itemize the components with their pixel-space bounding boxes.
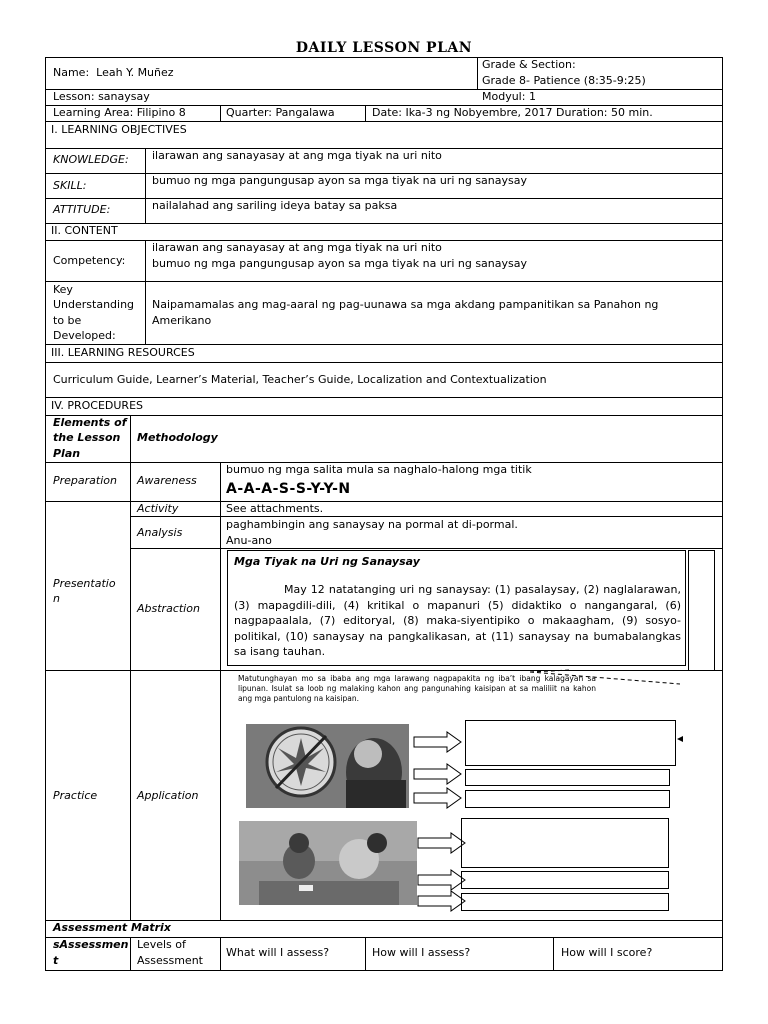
attitude-value: nailalahad ang sariling ideya batay sa paksa — [152, 199, 398, 212]
modyul-text: Modyul: 1 — [482, 90, 536, 103]
abstraction-label: Abstraction — [137, 602, 200, 615]
name-label-text: Name: — [53, 66, 90, 79]
analysis-line-2: Anu-ano — [226, 534, 272, 547]
attitude-label: ATTITUDE: — [53, 203, 111, 216]
presentation-label-1: Presentatio — [53, 577, 116, 590]
grade-value: Grade 8- Patience (8:35-9:25) — [482, 74, 646, 87]
abstraction-title: Mga Tiyak na Uri ng Sanaysay — [234, 555, 420, 568]
knowledge-label: KNOWLEDGE: — [53, 153, 129, 166]
poverty-photo-icon — [239, 821, 417, 905]
supporting-idea-box-2b — [461, 893, 669, 911]
photo-poor-children — [239, 821, 417, 905]
learning-area-text: Learning Area: Filipino 8 — [53, 106, 186, 119]
arrow-right-icon — [417, 869, 467, 891]
presentation-label-2: n — [53, 592, 60, 605]
teacher-name: Leah Y. Muñez — [96, 66, 174, 79]
assessment-col3: What will I assess? — [226, 946, 330, 959]
elements-label-3: Plan — [53, 447, 81, 460]
scrambled-word: A-A-A-S-S-Y-Y-N — [226, 481, 351, 497]
name-label — [53, 66, 174, 80]
skill-value: bumuo ng mga pangungusap ayon sa mga tiyak na uri ng sanaysay — [152, 174, 527, 187]
awareness-label: Awareness — [137, 474, 197, 487]
assessment-col1-line1: sAssessmen — [53, 938, 129, 951]
key-understanding-value-1: Naipamamalas ang mag-aaral ng pag-uunawa sa mga akdang pampanitikan sa Panahon ng — [152, 298, 659, 311]
key-understanding-label-2: Understanding — [53, 298, 135, 311]
procedures-heading-row — [45, 397, 723, 416]
key-understanding-label-1: Key — [53, 283, 73, 296]
content-heading-row — [45, 223, 723, 241]
methodology-label: Methodology — [137, 431, 218, 444]
competency-line-1: ilarawan ang sanayasay at ang mga tiyak na uri nito — [152, 241, 442, 254]
key-understanding-label-3: to be — [53, 314, 82, 327]
main-idea-box-2 — [461, 818, 669, 868]
document-title: DAILY LESSON PLAN — [295, 40, 473, 56]
assessment-heading: Assessment Matrix — [53, 921, 171, 934]
grade-label: Grade & Section: — [482, 58, 576, 71]
abstraction-body — [234, 582, 681, 660]
knowledge-value: ilarawan ang sanayasay at ang mga tiyak na uri nito — [152, 149, 442, 162]
analysis-line-1: paghambingin ang sanaysay na pormal at di-pormal. — [226, 518, 518, 531]
competency-label: Competency: — [53, 254, 126, 267]
application-instructions: Matutunghayan mo sa ibaba ang mga larawang nagpapakita ng iba’t ibang kalagayan sa lipunan. Isulat sa loob ng malaking kahon ang pangunahing kaisipan at sa maliliit na kahon ang mga pantulong na kaisipan. — [238, 674, 596, 703]
resources-value: Curriculum Guide, Learner’s Material, Teacher’s Guide, Localization and Contextualization — [53, 373, 547, 386]
main-idea-box-1 — [465, 720, 676, 766]
arrow-right-icon — [417, 890, 467, 912]
resources-heading: III. LEARNING RESOURCES — [51, 346, 195, 359]
key-understanding-label-4: Developed: — [53, 329, 116, 342]
assessment-col1-line2: t — [53, 954, 59, 967]
assessment-col2-line1: Levels of — [137, 938, 186, 951]
assessment-col2-line2: Assessment — [137, 954, 203, 967]
activity-text: See attachments. — [226, 502, 324, 515]
activity-label: Activity — [137, 502, 179, 515]
procedures-heading: IV. PROCEDURES — [51, 399, 144, 412]
supporting-idea-box-1b — [465, 790, 670, 808]
photo-drugs — [246, 724, 409, 808]
arrow-right-icon — [413, 763, 463, 785]
key-understanding-row — [45, 281, 723, 345]
lesson-text: Lesson: sanaysay — [53, 90, 150, 103]
objectives-heading: I. LEARNING OBJECTIVES — [51, 123, 187, 136]
practice-label: Practice — [53, 789, 98, 802]
application-label: Application — [137, 789, 199, 802]
small-arrowhead-icon — [677, 735, 685, 743]
preparation-label: Preparation — [53, 474, 117, 487]
competency-line-2: bumuo ng mga pangungusap ayon sa mga tiyak na uri ng sanaysay — [152, 257, 527, 270]
supporting-idea-box-1a — [465, 769, 670, 786]
quarter-text: Quarter: Pangalawa — [226, 106, 335, 119]
elements-label-1: Elements of — [53, 416, 127, 429]
skill-label: SKILL: — [53, 179, 87, 192]
date-text: Date: Ika-3 ng Nobyembre, 2017 Duration: 50 min. — [372, 106, 653, 119]
content-heading: II. CONTENT — [51, 224, 118, 237]
analysis-label: Analysis — [137, 526, 183, 539]
assessment-col5: How will I score? — [561, 946, 653, 959]
drug-use-photo-icon — [246, 724, 409, 808]
arrow-right-icon — [413, 787, 463, 809]
elements-label-2: the Lesson — [53, 431, 121, 444]
arrow-right-icon — [417, 832, 467, 854]
awareness-text: bumuo ng mga salita mula sa naghalo-halong mga titik — [226, 463, 532, 476]
arrow-right-icon — [413, 731, 463, 753]
abstraction-body-text: May 12 natatanging uri ng sanaysay: (1) pasalaysay, (2) naglalarawan, (3) mapagdili-dili, (4) kritikal o mapanuri (5) didaktiko o nangangaral, (6) nagpapaalala, (7) editoryal, (8) maka-siyentipiko o makaagham, (9) sosyo-politikal, (10) sanaysay na pangkalikasan, at (11) sanaysay na bumabalangkas sa isang tauhan. — [234, 583, 681, 658]
supporting-idea-box-2a — [461, 871, 669, 889]
assessment-col4: How will I assess? — [372, 946, 471, 959]
dashed-arrow-icon — [530, 668, 690, 688]
key-understanding-value-2: Amerikano — [152, 314, 212, 327]
